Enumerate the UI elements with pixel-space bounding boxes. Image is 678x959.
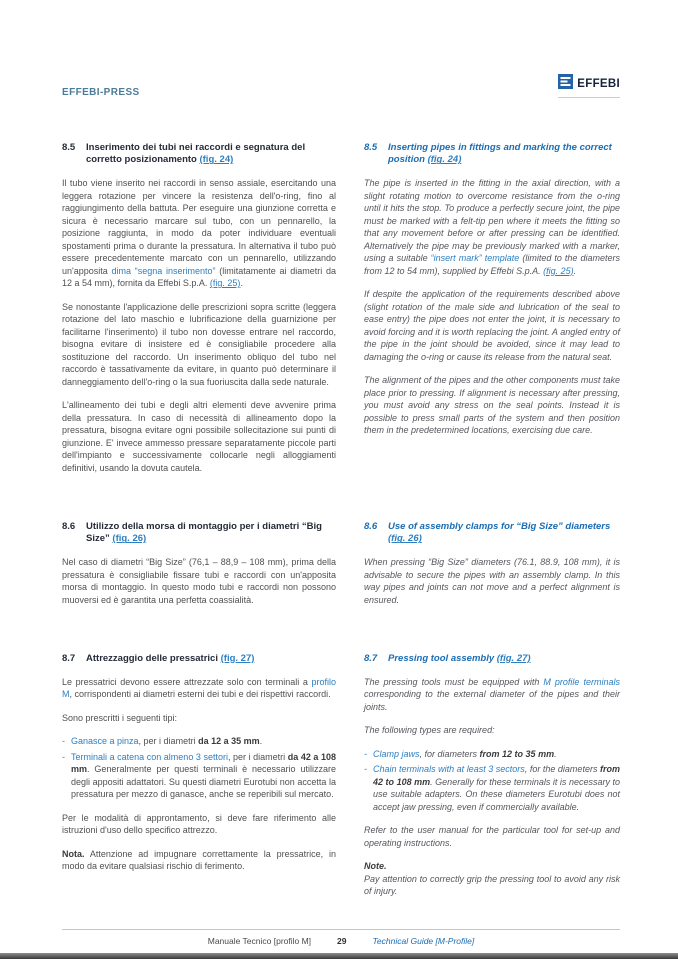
paragraph: L'allineamento dei tubi e degli altri elementi deve avvenire prima della pressatura. In caso di necessità di allineamento dopo la pressatura, bisogna evitare ogni possibile sollecitazione sui punti di giunzione. E' invece ammesso pressare separatamente piccole parti dell'impianto e successivamente collocarle negli alloggiamenti definitivi, usando la dovuta cautela. xyxy=(62,400,336,473)
list-item xyxy=(62,751,336,801)
page-header xyxy=(62,0,620,98)
figure-27-link[interactable]: (fig. 27) xyxy=(496,652,531,664)
list-item-text xyxy=(71,735,336,748)
bullet-dash: - xyxy=(364,748,367,759)
text-segment: da 42 a 108 mm xyxy=(71,751,336,775)
text-segment: Pay attention to correctly grip the pressing tool to avoid any risk of injury. xyxy=(364,873,620,897)
effebi-logo-text: EFFEBI xyxy=(577,78,620,90)
figure-24-link[interactable]: (fig. 24) xyxy=(199,154,234,166)
section-title xyxy=(388,521,620,547)
m-profile-link[interactable]: profilo M xyxy=(62,676,336,700)
section-title xyxy=(388,142,620,168)
list-item xyxy=(364,763,620,813)
effebi-logo xyxy=(558,74,620,98)
figure-24-link[interactable]: (fig. 24) xyxy=(427,154,462,166)
section-number: 8.7 xyxy=(62,652,76,664)
section-8-5-italian xyxy=(62,132,336,485)
paragraph: Sono prescritti i seguenti tipi: xyxy=(62,712,178,723)
text-segment: . Generally for these terminals it is necessary to use suitable adapters. On these diameters Eurotubi does not accept jaw pressing, even if commercially available. xyxy=(373,776,621,812)
paragraph: Nel caso di diametri “Big Size” (76,1 – 88,9 – 108 mm), prima della pressatura è consigliabile fissare tubi e raccordi con un'apposita morsa di montaggio. In questo modo tubi e raccordi non possono muoversi ed è garantita una perfetta coassialità. xyxy=(62,557,336,605)
list-item-text xyxy=(71,751,336,801)
text-segment: Le pressatrici devono essere attrezzate solo con terminali a xyxy=(62,676,312,687)
brand-title: EFFEBI-PRESS xyxy=(62,87,140,98)
bullet-dash: - xyxy=(62,751,65,762)
text-segment: . Generalmente per questi terminali è necessario utilizzare degli appositi adattatori. Su questi diametri Eurotubi non accetta la pressatura per mezzo di ganasce, anche se reperibili sul mercato. xyxy=(71,764,336,800)
text-segment: from 42 to 108 mm xyxy=(373,764,620,787)
text-segment: . xyxy=(573,265,577,276)
text-segment: Inserting pipes in fittings and marking the correct position xyxy=(388,141,612,166)
figure-25-link[interactable]: (fig. 25) xyxy=(543,265,574,276)
clamp-jaws-link[interactable]: Clamp jaws xyxy=(373,748,420,759)
text-segment: (limitatamente ai diametri da 12 a 54 mm), fornita da Effebi S.p.A. xyxy=(62,265,336,289)
list-item xyxy=(62,735,336,748)
text-segment: da 12 a 35 mm xyxy=(198,736,260,747)
text-segment: The pressing tools must be equipped with xyxy=(364,676,544,687)
text-segment: Pressing tool assembly xyxy=(388,652,497,664)
paragraph: Per le modalità di approntamento, si deve fare riferimento alle istruzioni d'uso dello specifico attrezzo. xyxy=(62,812,336,836)
figure-27-link[interactable]: (fig. 27) xyxy=(220,652,255,664)
chain-terminals-link[interactable]: Chain terminals with at least 3 sectors xyxy=(373,764,525,775)
note-paragraph xyxy=(62,848,336,873)
chain-terminals-link[interactable]: Terminali a catena con almeno 3 settori xyxy=(71,751,228,762)
section-8-5-heading-it xyxy=(62,142,336,168)
paragraph xyxy=(62,177,336,290)
paragraph xyxy=(62,676,336,701)
figure-26-link[interactable]: (fig. 26) xyxy=(112,533,147,545)
clamp-jaws-link[interactable]: Ganasce a pinza xyxy=(71,736,139,747)
terminal-types-list xyxy=(364,748,620,814)
section-number: 8.5 xyxy=(364,141,378,153)
paragraph: If despite the application of the requirements described above (slight rotation of the male side and lubrication of the seal to ease entry) the pipe does not enter the joint, it is necessary to avoid forcing and it is worth replacing the joint. A angled entry of the pipe in the joint should be avoided, since it may lead to damaging the o-ring or cause its release from the natural seat. xyxy=(364,289,620,362)
text-segment: , for the diameters xyxy=(524,764,600,775)
list-item-text xyxy=(373,748,620,761)
section-8-7-italian xyxy=(62,643,336,908)
section-8-6-italian xyxy=(62,511,336,617)
section-8-6 xyxy=(62,511,620,617)
m-profile-link[interactable]: M profile terminals xyxy=(543,676,620,687)
paragraph: Se nonostante l'applicazione delle prescrizioni sopra scritte (leggera rotazione del lato maschio e lubrificazione della guarnizione per facilitarne l'inserimento) il tubo non dovesse entrare nel raccordo, bisogna evitare di insistere ed è consigliabile procedere alla sostituzione del raccordo. Un inserimento obliquo del tubo nel raccordo è tassativamente da evitare, in quanto può determinare il danneggiamento dell'o-ring o la sua fuoriuscita dalla sede naturale. xyxy=(62,301,336,387)
paragraph: When pressing “Big Size” diameters (76.1, 88.9, 108 mm), it is advisable to secure the pipes with an assembly clamp. In this way pipes and joints can not move and a perfect alignment is ensured. xyxy=(364,557,620,605)
page-number: 29 xyxy=(337,936,347,946)
bullet-dash: - xyxy=(364,764,367,775)
page-bottom-edge xyxy=(0,953,678,959)
section-number: 8.6 xyxy=(364,520,378,532)
text-segment: corresponding to the external diameter of the pipes and their joints. xyxy=(364,689,620,712)
text-segment: Inserimento dei tubi nei raccordi e segnatura del corretto posizionamento xyxy=(86,141,306,166)
section-number: 8.6 xyxy=(62,520,76,532)
text-segment: from 12 to 35 mm xyxy=(479,748,555,759)
text-segment: . xyxy=(240,278,243,289)
text-segment: Use of assembly clamps for “Big Size” diameters xyxy=(388,520,611,532)
list-item xyxy=(364,748,620,761)
text-segment: , per i diametri xyxy=(227,751,288,762)
paragraph: The following types are required: xyxy=(364,725,495,736)
note-paragraph xyxy=(364,860,620,898)
section-8-5 xyxy=(62,132,620,485)
section-8-5-english xyxy=(364,132,620,485)
section-8-7-heading-it xyxy=(62,653,336,666)
section-8-5-heading-en xyxy=(364,142,620,168)
bullet-dash: - xyxy=(62,736,65,747)
text-segment: , per i diametri xyxy=(138,736,199,747)
list-item-text xyxy=(373,763,620,813)
text-segment: The pipe is inserted in the fitting in the axial direction, with a slight rotating motion to overcome resistance from the o-ring until it hits the stop. To produce a perfectly secure joint, the pipe must be marked with a felt-tip pen where it meets the fitting so that any movement before or after pressing can be identified. Alternatively the pipe may be previously marked with a marker, using a suitable xyxy=(364,178,620,264)
figure-25-link[interactable]: (fig. 25) xyxy=(209,278,241,289)
paragraph xyxy=(364,177,620,277)
note-label: Nota. xyxy=(62,848,85,859)
paragraph xyxy=(364,676,620,714)
section-number: 8.7 xyxy=(364,652,378,664)
section-title xyxy=(86,521,336,547)
section-8-7-english xyxy=(364,643,620,908)
text-segment: Attenzione ad impugnare correttamente la pressatrice, in modo da evitare qualsiasi rischio di ferimento. xyxy=(62,848,336,872)
paragraph: Refer to the user manual for the particular tool for set-up and operating instructions. xyxy=(364,825,620,848)
note-label: Note. xyxy=(364,861,387,872)
section-8-6-english xyxy=(364,511,620,617)
section-8-7 xyxy=(62,643,620,908)
paragraph: The alignment of the pipes and the other components must take place prior to pressing. If alignment is necessary after pressing, you must avoid any stress on the seal points. Instead it is possible to press small parts of the system and then position them in the predetermined locations, exercising due care. xyxy=(364,375,620,436)
figure-26-link[interactable]: (fig. 26) xyxy=(388,533,422,545)
text-segment: (limited to the diameters from 12 to 54 mm), supplied by Effebi S.p.A. xyxy=(364,253,620,276)
footer-title-it: Manuale Tecnico [profilo M] xyxy=(207,936,312,946)
text-segment: . xyxy=(554,748,557,759)
section-title xyxy=(86,653,336,666)
section-number: 8.5 xyxy=(62,141,76,153)
text-segment: . xyxy=(259,736,263,747)
text-segment: Attrezzaggio delle pressatrici xyxy=(86,652,221,664)
page-footer xyxy=(62,929,620,946)
insert-mark-template-link[interactable]: “insert mark” template xyxy=(430,253,520,264)
section-8-7-heading-en xyxy=(364,653,620,666)
text-segment: , corrispondenti ai diametri esterni dei tubi e dei rispettivi raccordi. xyxy=(69,689,331,700)
section-8-6-heading-en xyxy=(364,521,620,547)
section-title xyxy=(86,142,336,168)
text-segment: Utilizzo della morsa di montaggio per i diametri “Big Size” xyxy=(86,520,322,545)
text-segment: Il tubo viene inserito nei raccordi in senso assiale, esercitando una leggera rotazione per vincere la resistenza dell'o-ring, fino al raggiungimento della battuta. Per eseguire una giunzione corretta e sicura è necessario marcare sul tubo, con un pennarello, la posizione raggiunta, in modo da poter individuare eventuali spostamenti prima o durante la pressatura. In alternativa il tubo può essere precedentemente marcato con un pennarello, utilizzando un'apposita xyxy=(62,178,336,276)
insert-mark-template-link[interactable]: dima “segna inserimento” xyxy=(111,265,216,276)
terminal-types-list xyxy=(62,735,336,801)
effebi-logo-icon xyxy=(558,74,573,94)
section-8-6-heading-it xyxy=(62,521,336,547)
text-segment: , for diameters xyxy=(419,748,480,759)
section-title xyxy=(388,653,620,666)
footer-title-en: Technical Guide [M-Profile] xyxy=(372,936,475,946)
